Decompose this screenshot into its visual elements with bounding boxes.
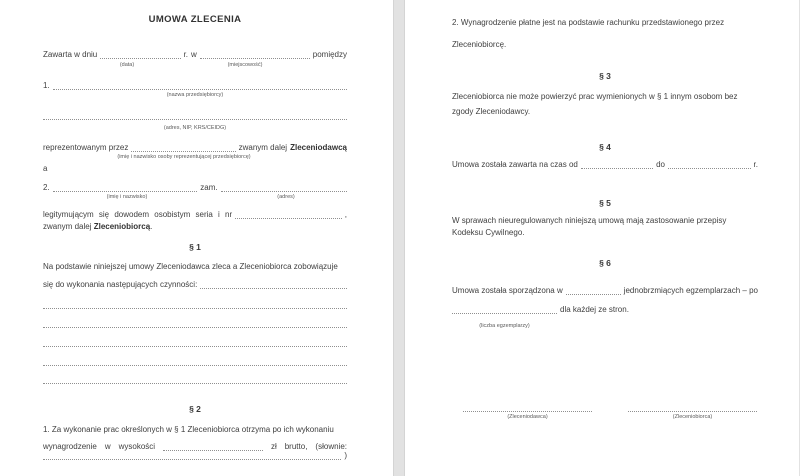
section-3-line-2: zgody Zleceniodawcy. [452, 107, 531, 116]
section-2-cont-line-1: 2. Wynagrodzenie płatne jest na podstawie rachunku przedstawionego przez [452, 18, 725, 27]
connector-a-text: a [43, 164, 48, 173]
section-2-cont-line-2: Zleceniobiorcę. [452, 40, 507, 49]
repr-prefix-text: reprezentowanym przez [43, 143, 129, 152]
intro-zawarta-text: Zawarta w dniu [43, 50, 98, 59]
section-2-line-1: 1. Za wykonanie prac określonych w § 1 Zleceniobiorca otrzyma po ich wykonaniu [43, 425, 334, 434]
section-4-line [452, 160, 758, 170]
section-3-line-1: Zleceniobiorca nie może powierzyć prac wymienionych w § 1 innym osobom bez [452, 92, 738, 101]
copies-dla-text: dla każdej ze stron. [560, 305, 629, 314]
party2-number: 2. [43, 183, 50, 192]
place-blank-field [200, 58, 310, 59]
tasks-blank-row-2 [43, 320, 347, 328]
tasks-blank-field [200, 288, 347, 289]
repr-zwanym-text: zwanym dalej [238, 143, 288, 152]
contract-page-1 [0, 0, 394, 476]
copies-count-label: (liczba egzemplarzy) [479, 323, 530, 329]
section-5-line-1: W sprawach nieuregulowanych niniejszą umową mają zastosowanie przepisy [452, 216, 727, 225]
wage-text-4: zł [270, 442, 277, 451]
wage-text-1: wynagrodzenie [43, 442, 97, 451]
zleceniobiorca-signature-label: (Zleceniobiorca) [672, 414, 713, 420]
wage-close-paren: ) [344, 451, 347, 460]
section-5-line-2: Kodeksu Cywilnego. [452, 228, 525, 237]
zleceniodawca-term: Zleceniodawcą [290, 143, 347, 152]
page-gutter [394, 0, 404, 476]
zleceniodawca-signature-label: (Zleceniodawca) [507, 414, 548, 420]
term-r-text: r. [753, 160, 758, 169]
tasks-blank-row-5 [43, 376, 347, 384]
party2-zam-text: zam. [200, 183, 218, 192]
company-name-label: (nazwa przedsiębiorcy) [166, 92, 224, 98]
party1-line [43, 81, 347, 91]
section-6-line-1 [452, 286, 758, 296]
section-2-line-3 [43, 451, 347, 461]
section-2-heading: § 2 [189, 404, 201, 414]
intro-line [43, 50, 347, 60]
zleceniodawca-signature-blank-field [463, 404, 592, 412]
person-name-label: (imię i nazwisko) [106, 194, 148, 200]
term-start-blank-field [581, 168, 653, 169]
tasks-blank-row-1 [43, 301, 347, 309]
section-1-tasks-text: się do wykonania następujących czynności: [43, 280, 198, 289]
tasks-blank-row-3 [43, 339, 347, 347]
section-1-line-1: Na podstawie niniejszej umowy Zleceniodawca zleca a Zleceniobiorca zobowiązuje [43, 262, 338, 271]
company-address-blank-field [43, 112, 347, 120]
representative-line [43, 143, 347, 153]
id-card-text: legitymującym się dowodem osobistym seria i nr [43, 210, 233, 219]
representative-blank-field [131, 151, 235, 152]
party2-labels-row [43, 194, 347, 202]
intro-r-text: r. [183, 50, 189, 59]
person-name-blank-field [53, 191, 198, 192]
intro-labels-row [43, 62, 347, 70]
wage-text-5: brutto, [284, 442, 308, 451]
copies-per-party-blank-field [452, 313, 557, 314]
section-6-heading: § 6 [599, 258, 611, 268]
date-blank-field [100, 58, 180, 59]
id-card-comma: , [344, 210, 347, 219]
zleceniobiorca-line [43, 222, 347, 232]
contract-page-2 [404, 0, 799, 476]
section-1-heading: § 1 [189, 242, 201, 252]
section-5-heading: § 5 [599, 198, 611, 208]
tasks-blank-row-4 [43, 358, 347, 366]
wage-words-blank-field [43, 459, 341, 460]
wage-text-3: wysokości [118, 442, 156, 451]
copies-prefix-text: Umowa została sporządzona w [452, 286, 563, 295]
place-label: (miejscowość) [227, 62, 263, 68]
zwanym-dalej-text: zwanym dalej [43, 222, 92, 231]
term-prefix-text: Umowa została zawarta na czas od [452, 160, 578, 169]
section-4-heading: § 4 [599, 142, 611, 152]
section-1-line-2 [43, 280, 347, 290]
party1-number: 1. [43, 81, 50, 90]
id-number-blank-field [235, 218, 342, 219]
zleceniobiorca-term: Zleceniobiorcą [93, 222, 151, 231]
date-label: (data) [119, 62, 135, 68]
copies-count-blank-field [566, 294, 621, 295]
person-address-blank-field [221, 191, 347, 192]
id-card-line [43, 210, 347, 220]
signature-block-zleceniodawca [463, 404, 592, 421]
copies-label-row [452, 320, 758, 330]
copies-suffix-text: jednobrzmiących egzemplarzach – po [623, 286, 758, 295]
intro-pomiedzy-text: pomiędzy [312, 50, 347, 59]
section-6-line-2 [452, 305, 758, 315]
wage-text-6: (słownie: [315, 442, 347, 451]
signature-block-zleceniobiorca [628, 404, 757, 421]
term-do-text: do [656, 160, 665, 169]
period-text: . [150, 222, 153, 231]
representative-label: (imię i nazwisko osoby reprezentującej przedsiębiorcę) [117, 154, 251, 160]
wage-text-2: w [104, 442, 111, 451]
section-3-heading: § 3 [599, 71, 611, 81]
representative-label-row [43, 154, 347, 162]
intro-w-text: w [191, 50, 197, 59]
contract-title: UMOWA ZLECENIA [148, 14, 242, 25]
person-address-label: (adres) [277, 194, 295, 200]
party2-line [43, 183, 347, 193]
term-end-blank-field [668, 168, 751, 169]
zleceniobiorca-signature-blank-field [628, 404, 757, 412]
company-address-label: (adres, NIP, KRS/CEIDG) [163, 125, 227, 131]
company-name-blank-field [53, 89, 347, 90]
